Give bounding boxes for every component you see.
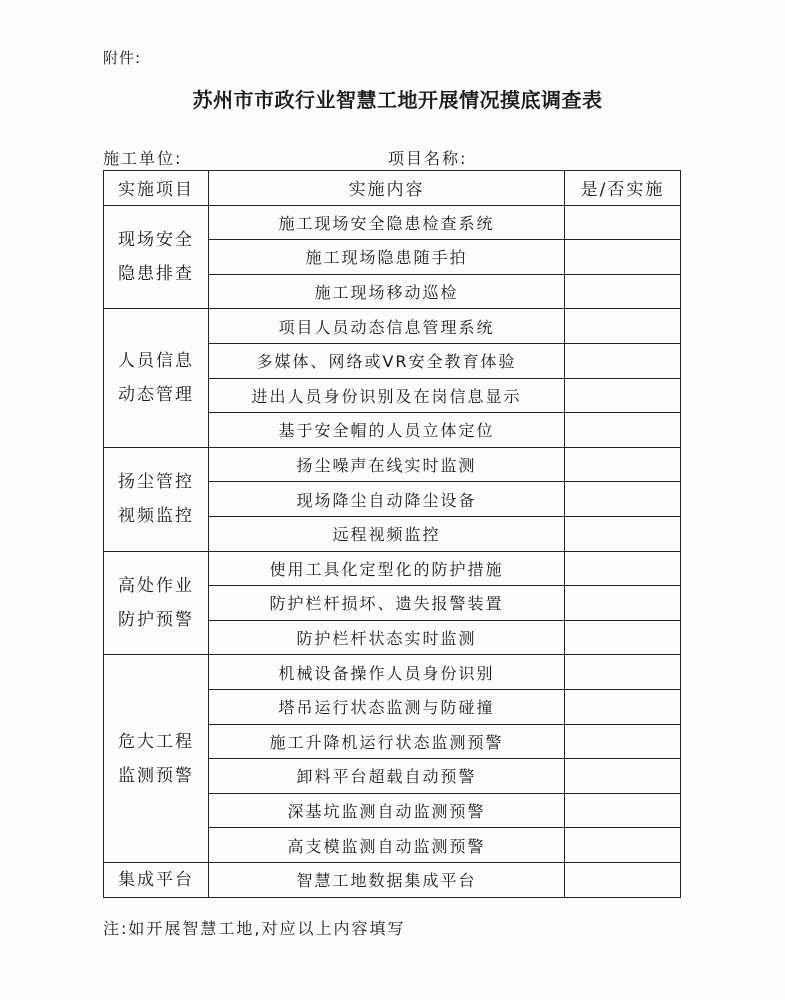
construction-unit-field[interactable]: 施工单位: bbox=[103, 149, 183, 168]
implemented-input-cell[interactable] bbox=[565, 586, 681, 621]
implemented-input-cell[interactable] bbox=[565, 689, 681, 724]
category-label-line: 现场安全 bbox=[118, 229, 194, 250]
implemented-input-cell[interactable] bbox=[565, 655, 681, 690]
content-cell: 进出人员身份识别及在岗信息显示 bbox=[209, 378, 565, 413]
content-cell: 深基坑监测自动监测预警 bbox=[209, 793, 565, 828]
category-label-line: 视频监控 bbox=[118, 506, 194, 527]
attachment-label: 附件: bbox=[103, 49, 142, 67]
implemented-input-cell[interactable] bbox=[565, 759, 681, 794]
content-cell: 卸料平台超载自动预警 bbox=[209, 759, 565, 794]
category-label-line: 集成平台 bbox=[118, 869, 194, 890]
category-cell bbox=[104, 309, 209, 447]
table-row bbox=[104, 862, 681, 897]
implemented-input-cell[interactable] bbox=[565, 551, 681, 586]
content-cell: 高支模监测自动监测预警 bbox=[209, 828, 565, 863]
category-cell bbox=[104, 655, 209, 863]
implemented-input-cell[interactable] bbox=[565, 862, 681, 897]
content-cell: 智慧工地数据集成平台 bbox=[209, 862, 565, 897]
header-implemented-yes-no: 是/否实施 bbox=[565, 171, 681, 206]
category-label-line: 监测预警 bbox=[118, 765, 194, 786]
implemented-input-cell[interactable] bbox=[565, 447, 681, 482]
header-implementation-content: 实施内容 bbox=[209, 171, 565, 206]
table-header-row bbox=[104, 171, 681, 206]
category-label-line: 危大工程 bbox=[118, 731, 194, 752]
implemented-input-cell[interactable] bbox=[565, 274, 681, 309]
category-label-line: 扬尘管控 bbox=[118, 472, 194, 493]
category-label-line: 隐患排查 bbox=[118, 263, 194, 284]
survey-table-body bbox=[104, 205, 681, 897]
category-cell bbox=[104, 205, 209, 309]
category-cell bbox=[104, 447, 209, 551]
implemented-input-cell[interactable] bbox=[565, 343, 681, 378]
category-label-line: 人员信息 bbox=[118, 351, 194, 372]
content-cell: 防护栏杆状态实时监测 bbox=[209, 620, 565, 655]
table-row bbox=[104, 655, 681, 690]
table-row bbox=[104, 205, 681, 240]
content-cell: 施工现场隐患随手拍 bbox=[209, 240, 565, 275]
content-cell: 使用工具化定型化的防护措施 bbox=[209, 551, 565, 586]
content-cell: 扬尘噪声在线实时监测 bbox=[209, 447, 565, 482]
implemented-input-cell[interactable] bbox=[565, 516, 681, 551]
content-cell: 塔吊运行状态监测与防碰撞 bbox=[209, 689, 565, 724]
header-implementation-item: 实施项目 bbox=[104, 171, 209, 206]
content-cell: 机械设备操作人员身份识别 bbox=[209, 655, 565, 690]
content-cell: 防护栏杆损坏、遗失报警装置 bbox=[209, 586, 565, 621]
implemented-input-cell[interactable] bbox=[565, 620, 681, 655]
category-cell bbox=[104, 551, 209, 655]
content-cell: 基于安全帽的人员立体定位 bbox=[209, 413, 565, 448]
project-name-field[interactable]: 项目名称: bbox=[388, 149, 468, 168]
table-row bbox=[104, 551, 681, 586]
content-cell: 多媒体、网络或VR安全教育体验 bbox=[209, 343, 565, 378]
survey-table bbox=[103, 170, 681, 898]
content-cell: 远程视频监控 bbox=[209, 516, 565, 551]
implemented-input-cell[interactable] bbox=[565, 309, 681, 344]
implemented-input-cell[interactable] bbox=[565, 240, 681, 275]
implemented-input-cell[interactable] bbox=[565, 793, 681, 828]
content-cell: 项目人员动态信息管理系统 bbox=[209, 309, 565, 344]
category-cell bbox=[104, 862, 209, 897]
content-cell: 施工现场安全隐患检查系统 bbox=[209, 205, 565, 240]
table-row bbox=[104, 447, 681, 482]
implemented-input-cell[interactable] bbox=[565, 413, 681, 448]
category-label-line: 防护预警 bbox=[118, 609, 194, 630]
implemented-input-cell[interactable] bbox=[565, 378, 681, 413]
table-row bbox=[104, 309, 681, 344]
category-label-line: 动态管理 bbox=[118, 385, 194, 406]
implemented-input-cell[interactable] bbox=[565, 724, 681, 759]
page-title: 苏州市市政行业智慧工地开展情况摸底调查表 bbox=[192, 88, 603, 112]
implemented-input-cell[interactable] bbox=[565, 205, 681, 240]
content-cell: 施工现场移动巡检 bbox=[209, 274, 565, 309]
category-label-line: 高处作业 bbox=[118, 575, 194, 596]
content-cell: 现场降尘自动降尘设备 bbox=[209, 482, 565, 517]
footnote: 注:如开展智慧工地,对应以上内容填写 bbox=[103, 919, 406, 938]
implemented-input-cell[interactable] bbox=[565, 482, 681, 517]
implemented-input-cell[interactable] bbox=[565, 828, 681, 863]
content-cell: 施工升降机运行状态监测预警 bbox=[209, 724, 565, 759]
